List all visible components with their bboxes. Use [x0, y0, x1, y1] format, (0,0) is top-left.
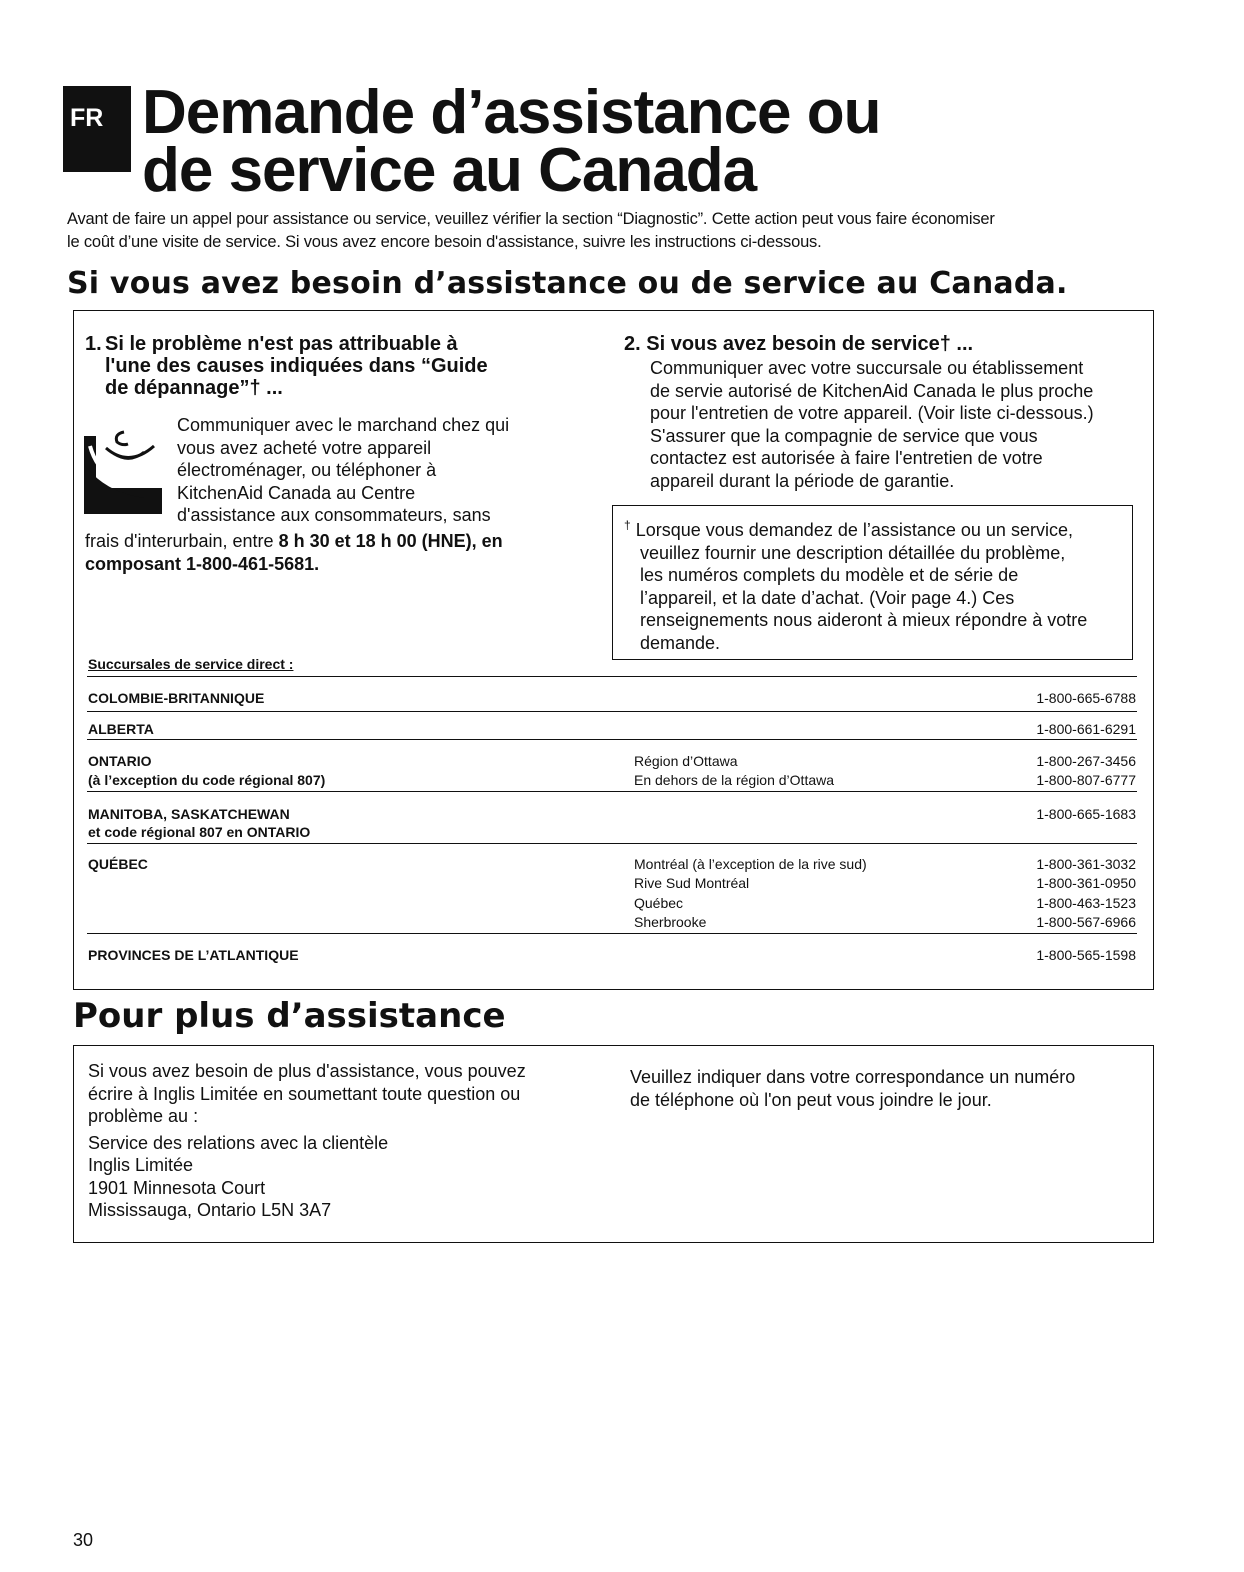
phone-number: 1-800-267-3456 — [1036, 753, 1136, 769]
region-label: Sherbrooke — [634, 914, 707, 930]
table-row-note: (à l’exception du code régional 807) — [88, 772, 326, 788]
phone-number: 1-800-361-0950 — [1036, 875, 1136, 891]
phone-number: 1-800-807-6777 — [1036, 772, 1136, 788]
phone-number: 1-800-463-1523 — [1036, 895, 1136, 911]
phone-number: 1-800-361-3032 — [1036, 856, 1136, 872]
intro-paragraph: Avant de faire un appel pour assistance ou service, veuillez vérifier la section “Diagnostic”. Cette action peut vous faire économiser le coût d’une visite de service. Si vous avez encore besoin d'assistance, suivre les instructions ci-dessous. — [67, 210, 995, 251]
region-label: En dehors de la région d’Ottawa — [634, 772, 835, 788]
phone-number: 1-800-665-1683 — [1036, 806, 1136, 822]
step1-body: Communiquer avec le marchand chez qui vous avez acheté votre appareil électroménager, ou téléphoner à KitchenAid Canada au Centre d'assistance aux consommateurs, sans — [177, 415, 510, 525]
table-heading: Succursales de service direct : — [88, 656, 294, 672]
more-assistance-heading: Pour plus d’assistance — [73, 996, 506, 1036]
table-row: QUÉBEC — [88, 856, 148, 872]
more-assistance-right: Veuillez indiquer dans votre correspondance un numéro de téléphone où l'on peut vous joindre le jour. — [630, 1067, 1076, 1110]
table-divider — [87, 676, 1137, 677]
page-title-line1: Demande d’assistance ou — [142, 78, 881, 147]
table-divider — [87, 933, 1137, 934]
table-row: PROVINCES DE L’ATLANTIQUE — [88, 947, 299, 963]
address: Service des relations avec la clientèle Inglis Limitée 1901 Minnesota Court Mississauga, Ontario L5N 3A7 — [88, 1132, 389, 1220]
phone-number: 1-800-665-6788 — [1036, 690, 1136, 706]
table-row: ONTARIO — [88, 753, 152, 769]
step1-body-continued: frais d'interurbain, entre 8 h 30 et 18 h 00 (HNE), en composant 1-800-461-5681. — [85, 531, 503, 574]
phone-number: 1-800-567-6966 — [1036, 914, 1136, 930]
table-divider — [87, 843, 1137, 844]
language-badge: FR — [63, 86, 131, 172]
table-row: MANITOBA, SASKATCHEWAN — [88, 806, 290, 822]
table-divider — [87, 791, 1137, 792]
phone-number: 1-800-565-1598 — [1036, 947, 1136, 963]
region-label: Région d’Ottawa — [634, 753, 738, 769]
page-number: 30 — [73, 1530, 94, 1550]
table-row: ALBERTA — [88, 721, 154, 737]
table-divider — [87, 711, 1137, 712]
section-heading: Si vous avez besoin d’assistance ou de service au Canada. — [67, 266, 1068, 301]
more-assistance-left: Si vous avez besoin de plus d'assistance, vous pouvez écrire à Inglis Limitée en soumettant toute question ou problème au : Service des relations avec la clientèle Inglis Limitée 1901 Minnesota Court Mississauga, Ontario L5N 3A7 — [88, 1060, 588, 1222]
table-row-note: et code régional 807 en ONTARIO — [88, 824, 311, 840]
region-label: Montréal (à l’exception de la rive sud) — [634, 856, 867, 872]
table-row: COLOMBIE-BRITANNIQUE — [88, 690, 265, 706]
region-label: Rive Sud Montréal — [634, 875, 750, 891]
region-label: Québec — [634, 895, 684, 911]
phone-number: 1-800-661-6291 — [1036, 721, 1136, 737]
phone-support-icon — [84, 428, 172, 516]
page-title-line2: de service au Canada — [142, 136, 757, 205]
table-divider — [87, 739, 1137, 740]
step2-heading: 2. Si vous avez besoin de service† ... — [624, 333, 974, 355]
footnote-text: † Lorsque vous demandez de l’assistance ou un service, veuillez fournir une description détaillée du problème, les numéros complets du modèle et de série de l’appareil, et la date d’achat. (Voir page 4.) Ces renseignements nous aideront à mieux répondre à votre demande. — [624, 518, 1088, 653]
step2-body: Communiquer avec votre succursale ou établissement de servie autorisé de KitchenAid Canada le plus proche pour l'entretien de votre appareil. (Voir liste ci-dessous.) S'assurer que la compagnie de service que vous contactez est autorisée à faire l'entretien de votre appareil durant la période de garantie. — [650, 358, 1094, 491]
